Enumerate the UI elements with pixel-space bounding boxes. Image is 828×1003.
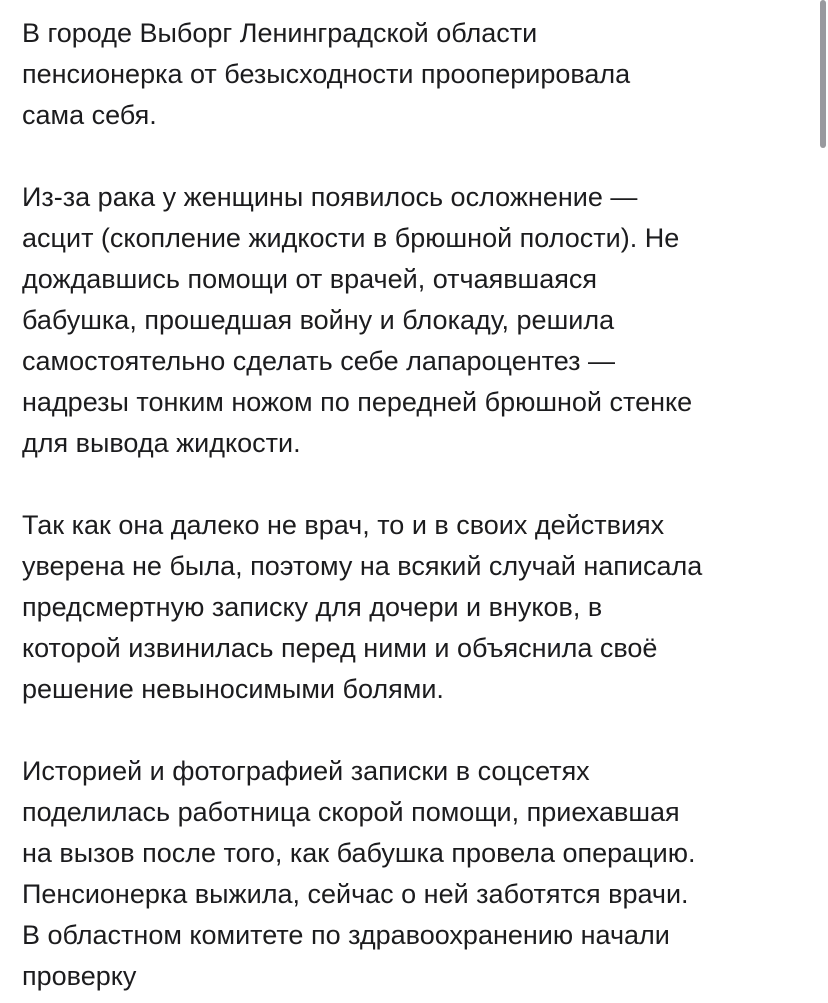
- post-paragraph-1: В городе Выборг Ленинградской области пенсионерка от безысходности прооперировала сама себя.: [22, 18, 631, 130]
- post-paragraph-4: Историей и фотографией записки в соцсетях поделилась работница скорой помощи, приехавшая на вызов после того, как бабушка провела операцию. Пенсионерка выжила, сейчас о ней заботятся врачи. В областном комитете по здравоохранению начали проверку: [22, 756, 696, 991]
- post-body: [22, 13, 812, 997]
- post-paragraph-2: Из-за рака у женщины появилось осложнение — асцит (скопление жидкости в брюшной полости). Не дождавшись помощи от врачей, отчаявшаяся бабушка, прошедшая войну и блокаду, решила самостоятельно сделать себе лапароцентез — надрезы тонким ножом по передней брюшной стенке для вывода жидкости.: [22, 182, 693, 458]
- post-paragraph-3: Так как она далеко не врач, то и в своих действиях уверена не была, поэтому на всякий случай написала предсмертную записку для дочери и внуков, в которой извинилась перед ними и объяснила своё решение невыносимыми болями.: [22, 510, 703, 704]
- scrollbar-thumb[interactable]: [820, 0, 826, 148]
